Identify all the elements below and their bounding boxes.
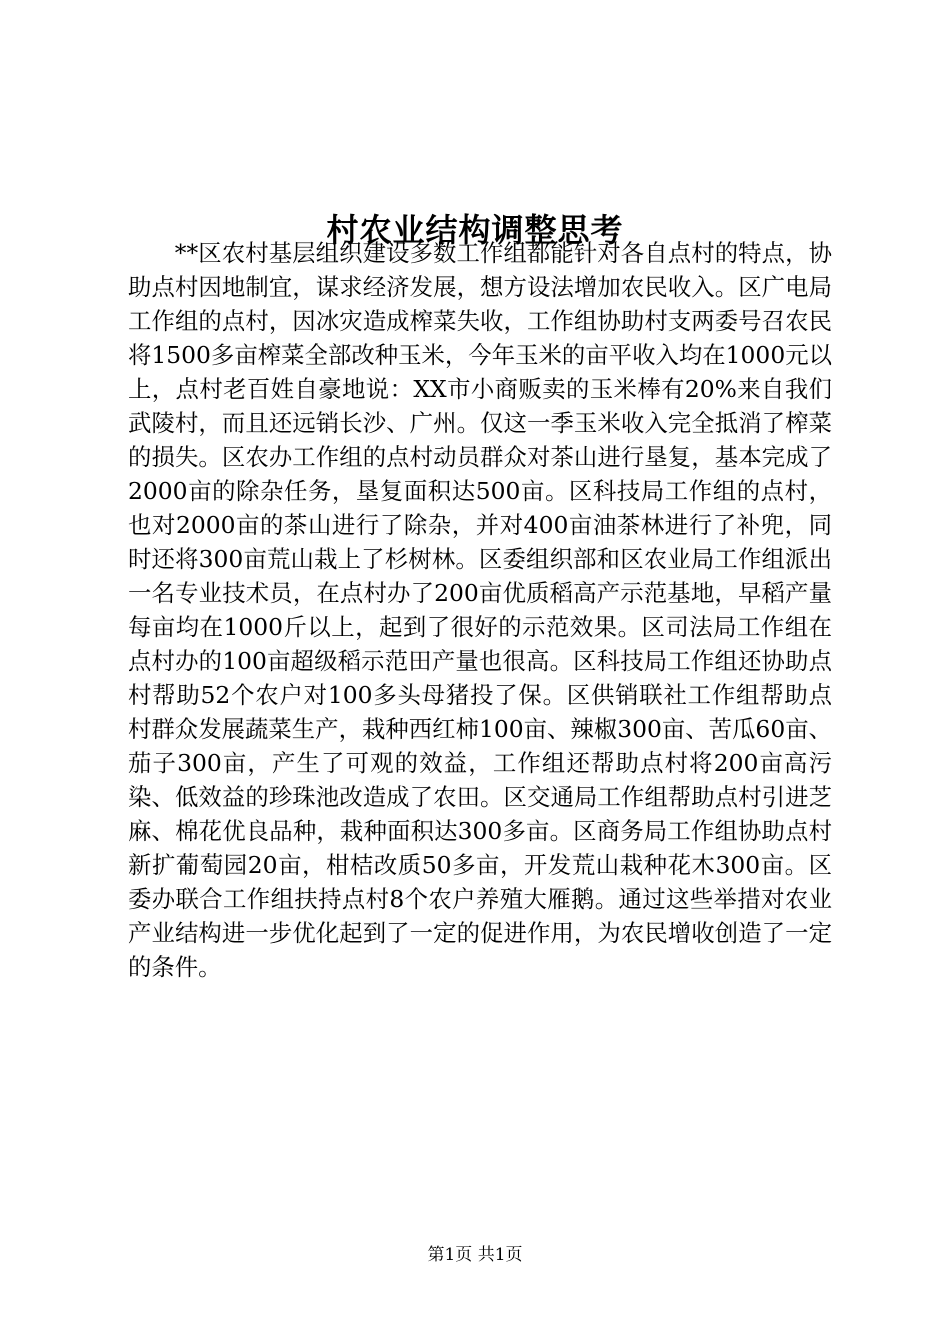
page-footer: 第1页 共1页 xyxy=(427,1245,523,1265)
body-paragraph: **区农村基层组织建设多数工作组都能针对各自点村的特点，协助点村因地制宜，谋求经济发展，想方设法增加农民收入。区广电局工作组的点村，因冰灾造成榨菜失收，工作组协助村支两委号召农民将1500多亩榨菜全部改种玉米，今年玉米的亩平收入均在1000元以上，点村老百姓自豪地说：XX市小商贩卖的玉米棒有20%来自我们武陵村，而且还远销长沙、广州。仅这一季玉米收入完全抵消了榨菜的损失。区农办工作组的点村动员群众对茶山进行垦复，基本完成了2000亩的除杂任务，垦复面积达500亩。区科技局工作组的点村，也对2000亩的茶山进行了除杂，并对400亩油茶林进行了补兜，同时还将300亩荒山栽上了杉树林。区委组织部和区农业局工作组派出一名专业技术员，在点村办了200亩优质稻高产示范基地，早稻产量每亩均在1000斤以上，起到了很好的示范效果。区司法局工作组在点村办的100亩超级稻示范田产量也很高。区科技局工作组还协助点村帮助52个农户对100多头母猪投了保。区供销联社工作组帮助点村群众发展蔬菜生产，栽种西红柿100亩、辣椒300亩、苦瓜60亩、茄子300亩，产生了可观的效益，工作组还帮助点村将200亩高污染、低效益的珍珠池改造成了农田。区交通局工作组帮助点村引进芝麻、棉花优良品种，栽种面积达300多亩。区商务局工作组协助点村新扩葡萄园20亩，柑桔改质50多亩，开发荒山栽种花木300亩。区委办联合工作组扶持点村8个农户养殖大雁鹅。通过这些举措对农业产业结构进一步优化起到了一定的促进作用，为农民增收创造了一定的条件。 xyxy=(128,239,832,981)
document-body xyxy=(128,236,832,984)
page-title: 村农业结构调整思考 xyxy=(326,211,624,250)
